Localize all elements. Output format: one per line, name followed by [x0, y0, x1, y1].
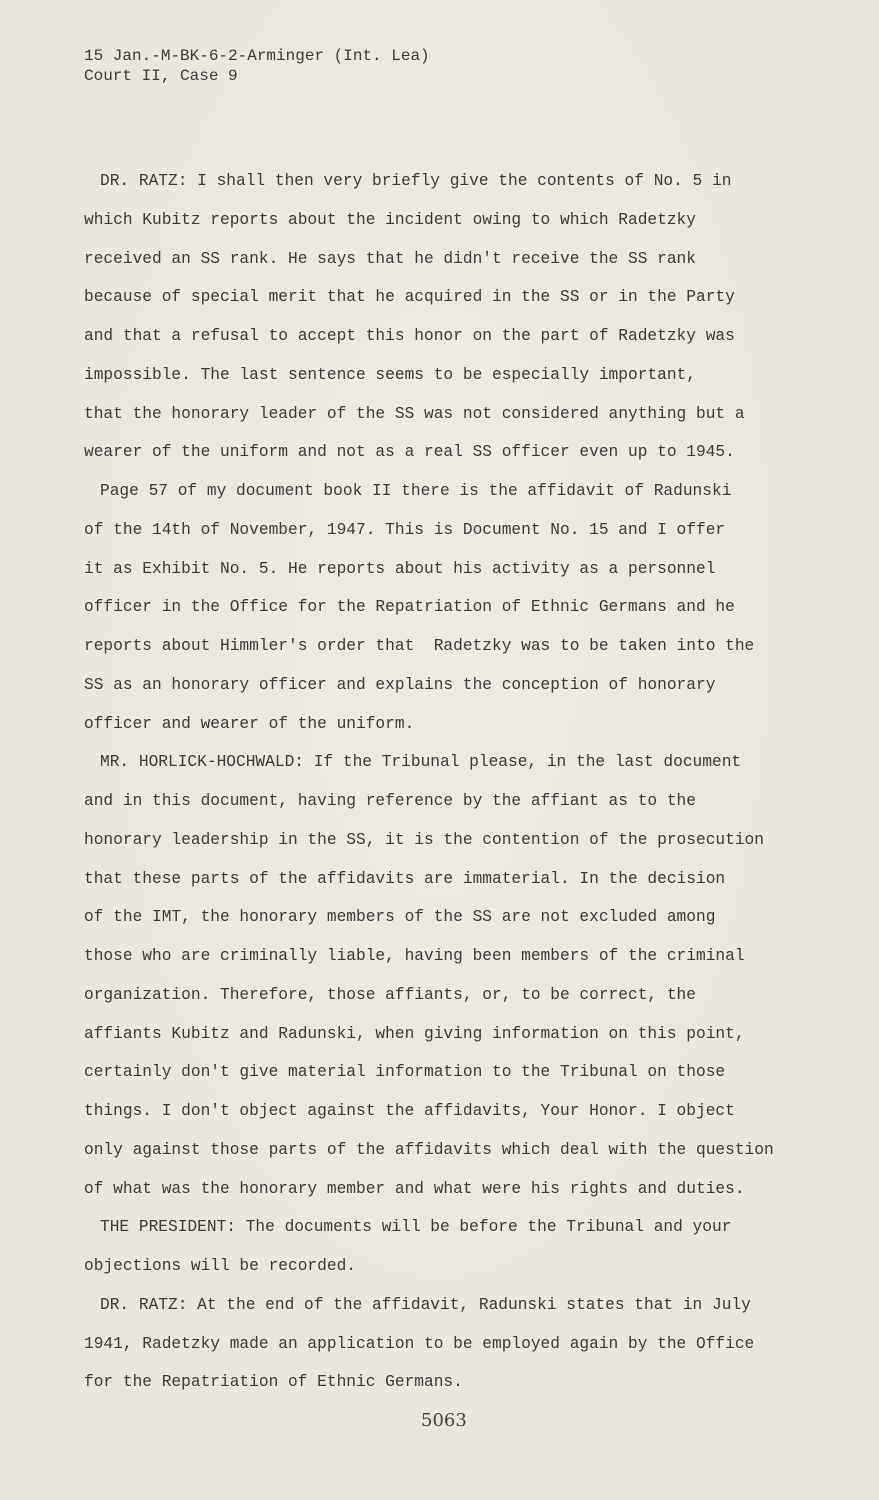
text-line: officer in the Office for the Repatriation of Ethnic Germans and he: [84, 598, 735, 617]
text-line: that these parts of the affidavits are immaterial. In the decision: [84, 869, 726, 888]
text-line: DR. RATZ: At the end of the affidavit, Radunski states that in July: [100, 1295, 751, 1314]
page-number: 5063: [421, 1410, 467, 1431]
text-line: THE PRESIDENT: The documents will be before the Tribunal and your: [100, 1218, 732, 1237]
header-court: Court II, Case 9: [84, 67, 238, 85]
text-line: 1941, Radetzky made an application to be employed again by the Office: [84, 1334, 755, 1353]
text-line: because of special merit that he acquired in the SS or in the Party: [84, 288, 735, 307]
text-line: which Kubitz reports about the incident owing to which Radetzky: [84, 210, 696, 229]
text-line: and in this document, having reference by the affiant as to the: [84, 792, 696, 810]
header-reference: 15 Jan.-M-BK-6-2-Arminger (Int. Lea): [84, 47, 430, 65]
text-line: only against those parts of the affidavits which deal with the question: [84, 1140, 774, 1159]
text-line: of what was the honorary member and what were his rights and duties.: [84, 1179, 745, 1198]
text-line: MR. HORLICK-HOCHWALD: If the Tribunal please, in the last document: [100, 753, 742, 772]
text-line: reports about Himmler's order that Radetzky was to be taken into the: [84, 637, 755, 655]
text-line: officer and wearer of the uniform.: [84, 714, 415, 733]
text-line: those who are criminally liable, having been members of the criminal: [84, 947, 745, 965]
text-line: affiants Kubitz and Radunski, when giving information on this point,: [84, 1024, 745, 1043]
text-line: it as Exhibit No. 5. He reports about his activity as a personnel: [84, 559, 716, 578]
text-line: of the IMT, the honorary members of the SS are not excluded among: [84, 908, 716, 927]
text-line: impossible. The last sentence seems to be especially important,: [84, 365, 696, 384]
text-line: for the Repatriation of Ethnic Germans.: [84, 1373, 463, 1392]
text-line: honorary leadership in the SS, it is the contention of the prosecution: [84, 830, 764, 849]
text-line: of the 14th of November, 1947. This is Document No. 15 and I offer: [84, 520, 726, 539]
text-line: organization. Therefore, those affiants, or, to be correct, the: [84, 985, 696, 1004]
text-line: SS as an honorary officer and explains the conception of honorary: [84, 675, 716, 694]
text-line: certainly don't give material information to the Tribunal on those: [84, 1063, 726, 1082]
text-line: and that a refusal to accept this honor on the part of Radetzky was: [84, 327, 735, 345]
text-line: objections will be recorded.: [84, 1257, 356, 1275]
text-line: DR. RATZ: I shall then very briefly give the contents of No. 5 in: [100, 172, 732, 190]
text-line: received an SS rank. He says that he didn't receive the SS rank: [84, 249, 696, 268]
text-line: Page 57 of my document book II there is the affidavit of Radunski: [100, 482, 732, 500]
text-line: that the honorary leader of the SS was not considered anything but a: [84, 404, 745, 423]
text-line: things. I don't object against the affidavits, Your Honor. I object: [84, 1102, 735, 1120]
text-line: wearer of the uniform and not as a real SS officer even up to 1945.: [84, 443, 735, 462]
